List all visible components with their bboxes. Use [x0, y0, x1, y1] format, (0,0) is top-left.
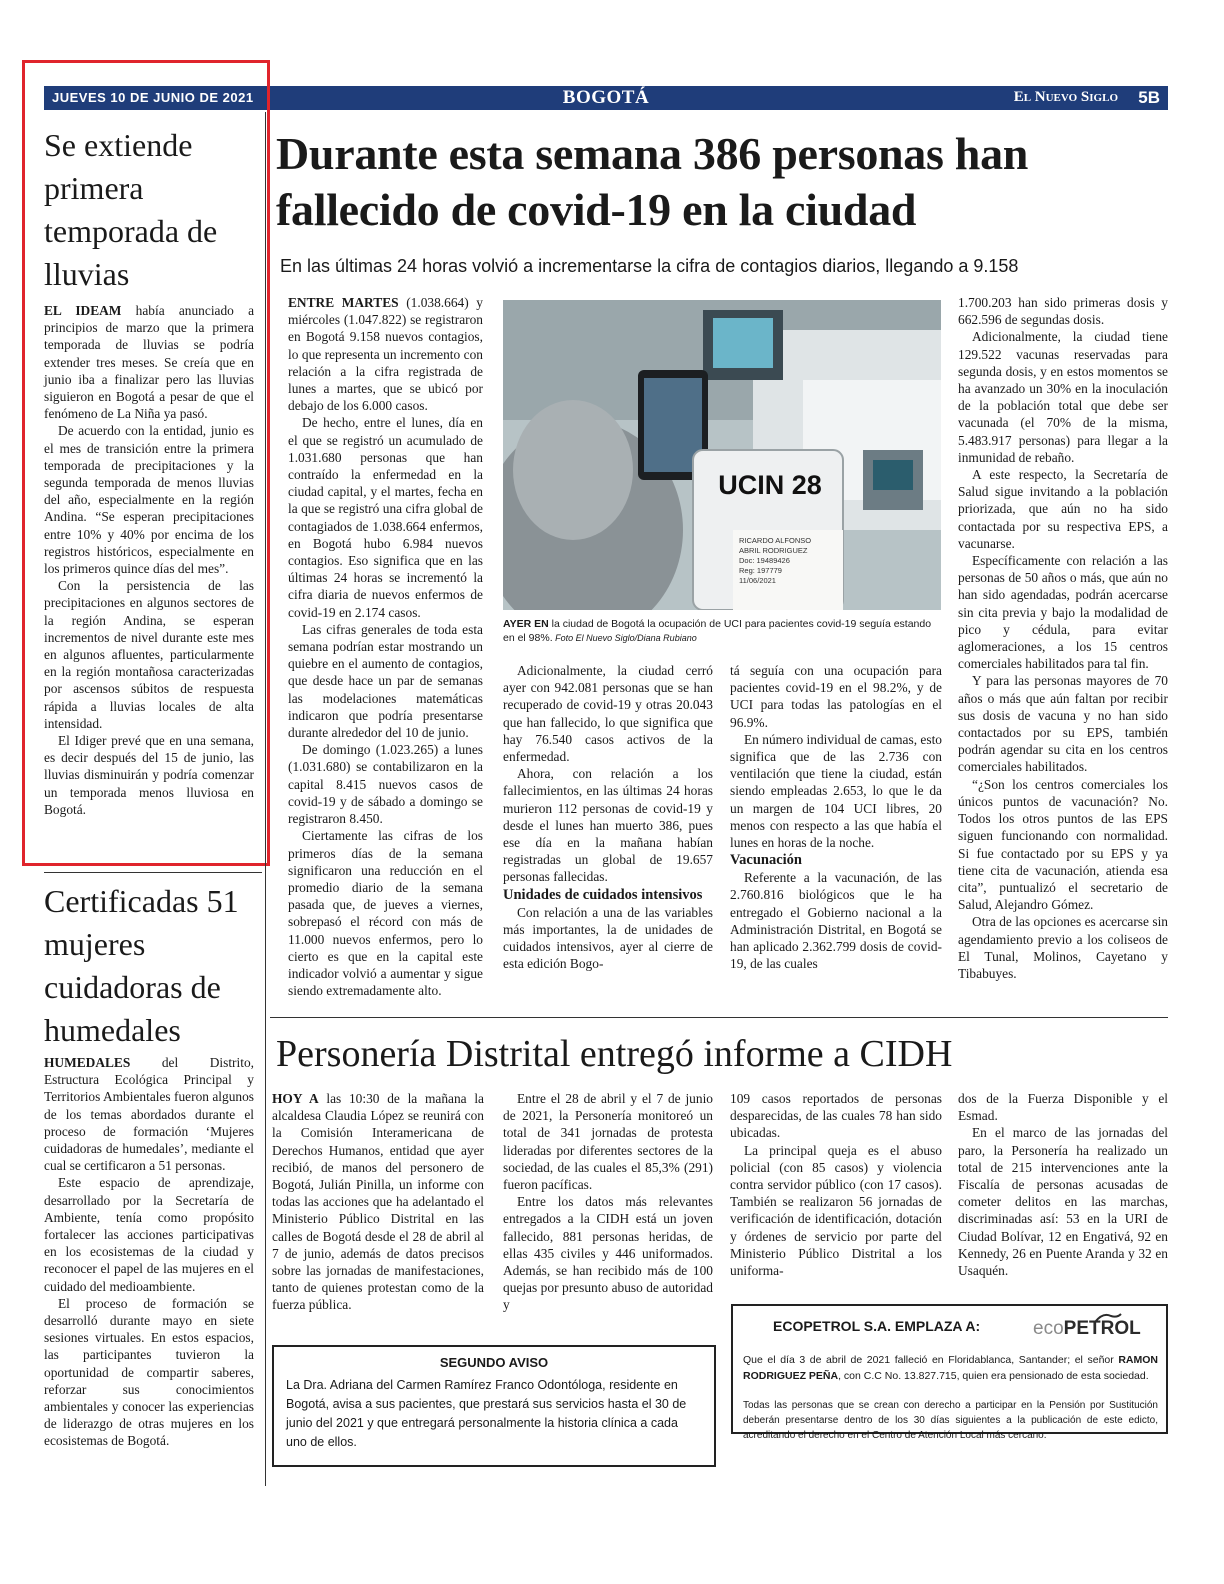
paragraph: La principal queja es el abuso policial (con 85 casos) y violencia contra servidor público (con 17 casos). También se realizaron 56 jornadas de verificación de identificación, dotación y órdenes de servicio por parte del Ministerio Público Distrital a los uniforma- — [730, 1142, 942, 1279]
main-article-column-4 — [958, 294, 1168, 982]
paragraph: Adicionalmente, la ciudad tiene 129.522 vacunas reservadas para segunda dosis, y en estos momentos se ha avanzado un 30% en la inoculación de la población total que debe ser vacunada (el 70% de la misma, 5.483.917 personas) para llegar a la inmunidad de rebaño. — [958, 329, 1168, 465]
logo-text-b: PETROL — [1063, 1318, 1141, 1339]
paragraph: Específicamente con relación a las personas de 50 años o más, que aún no han sido agendadas, podrán acercarse sin cita previa y bajo la modalidad de pico y cédula, para evitar aglomeraciones, a los 15 centros comerciales habilitados para tal fin. — [958, 553, 1168, 672]
second-article-column-3 — [730, 1090, 942, 1279]
main-article-column-3 — [730, 662, 942, 972]
paragraph: De domingo (1.023.265) a lunes (1.031.680) se contabilizaron en la capital 8.415 nuevos casos de covid-19 y de sábado a domingo se registraron 8.450. — [288, 742, 483, 827]
caption-text: la ciudad de Bogotá la ocupación de UCI para pacientes covid-19 seguía estando en el 98%. — [503, 618, 932, 644]
paragraph: las 10:30 de la mañana la alcaldesa Claudia López se reunirá con la Comisión Interamericana de Derechos Humanos, entidad que ayer recibió, de manos del personero de Bogotá, Julián Pinilla, un informe con todas las acciones que ha adelantado el Ministerio Público Distrital en las calles de Bogotá desde el 28 de abril al 7 de junio, además de datos precisos sobre las jornadas de manifestaciones, tanto de quienes protestan como de la fuerza pública. — [272, 1091, 484, 1313]
sidebar-article-rain — [44, 124, 262, 296]
paragraph: 109 casos reportados de personas desparecidas, de las cuales 78 han sido ubicadas. — [730, 1091, 942, 1141]
main-subheadline: En las últimas 24 horas volvió a incrementarse la cifra de contagios diarios, llegando a 9.158 — [280, 256, 1019, 276]
paragraph: Ahora, con relación a los fallecimientos, en las últimas 24 horas murieron 112 personas de covid-19 y desde el lunes han muerto 386, pues ese día en la mañana habían registradas un global de 19.657 personas fallecidas. — [503, 766, 713, 885]
icu-photo — [503, 300, 941, 610]
paragraph: del Distrito, Estructura Ecológica Principal y Territorios Ambientales fueron algunos de los temas abordados durante el proceso de formación ‘Mujeres cuidadoras de humedales’, mediante el cual se certificaron a 51 personas. — [44, 1055, 254, 1174]
sidebar-headline: Certificadas 51 mujeres cuidadoras de humedales — [44, 883, 239, 1048]
patient-card-line: RICARDO ALFONSO — [739, 536, 812, 545]
second-article-column-2 — [503, 1090, 713, 1314]
section-divider — [270, 1017, 1168, 1018]
lead-in: HOY A — [272, 1091, 319, 1106]
lead-in: HUMEDALES — [44, 1055, 131, 1070]
notice-paragraph-2: Todas las personas que se crean con derecho a participar en la Pensión por Sustitución deberán presentarse dentro de los 30 días siguientes a la publicación de este edicto, acreditando el derecho en el Centro de Atención Local más cercano. — [743, 1400, 1158, 1441]
ecopetrol-logo — [1033, 1318, 1141, 1340]
patient-card-line: 11/06/2021 — [739, 576, 776, 585]
paragraph: Las cifras generales de toda esta semana podrían estar mostrando un quiebre en el aumento de contagios, que desde hace un par de semanas las modelaciones matemáticas indicaron que podría presentarse durante alrededor del 10 de junio. — [288, 621, 483, 741]
notice-paragraph-1 — [743, 1352, 1158, 1384]
main-article-column-2 — [503, 662, 713, 972]
caption-lead: AYER EN — [503, 618, 549, 630]
lead-in: ENTRE MARTES — [288, 295, 399, 310]
paragraph: 1.700.203 han sido primeras dosis y 662.596 de segundas dosis. — [958, 295, 1168, 328]
section-title: BOGOTÁ — [562, 87, 650, 108]
iguana-logo-icon — [1093, 1308, 1123, 1326]
photo-credit: Foto El Nuevo Siglo/Diana Rubiano — [552, 633, 697, 643]
paragraph: El proceso de formación se desarrolló durante mayo en siete sesiones virtuales. En estos espacios, las participantes tuvieron la oportunidad de compartir saberes, reforzar sus conocimientos ambientales y conocer las experiencias de liderazgo de otras mujeres en los ecosistemas de Bogotá. — [44, 1295, 254, 1449]
patient-card-line: ABRIL RODRIGUEZ — [739, 546, 808, 555]
notice-text: Que el día 3 de abril de 2021 falleció en Floridablanca, Santander; el señor — [743, 1354, 1119, 1366]
lead-in: EL IDEAM — [44, 303, 122, 318]
column-divider — [265, 112, 266, 1486]
paragraph: Y para las personas mayores de 70 años o más que aún faltan por recibir sus dosis de vacuna y no han sido contactados por su EPS, también podrán agendar su cita en los centros comerciales habilitados. — [958, 673, 1168, 775]
paragraph: En el marco de las jornadas del paro, la Personería ha realizado un total de 215 intervenciones ante la Fiscalía de personas acusadas de cometer delitos en las marchas, discriminadas así: 53 en la URI de Ciudad Bolívar, 12 en Engativá, 92 en Kennedy, 26 en Puente Aranda y 32 en Usaquén. — [958, 1125, 1168, 1279]
patient-card-line: Doc: 19489426 — [739, 556, 790, 565]
paragraph: Con la persistencia de las precipitaciones en algunos sectores de la región Andina, se esperan incrementos de nivel durante este mes en algunos afluentes, particularmente en la región montañosa caracterizadas por ascensos súbitos de respuesta rápida a lluvias locales de alta intensidad. — [44, 578, 254, 731]
paragraph: Con relación a una de las variables más importantes, la de unidades de cuidados intensivos, ayer al cierre de esta edición Bogo- — [503, 904, 713, 972]
main-article-column-1 — [288, 294, 483, 999]
paragraph: Otra de las opciones es acercarse sin agendamiento previo a los coliseos de El Tunal, Molinos, Cayetano y Tibabuyes. — [958, 914, 1168, 981]
logo-text-a: eco — [1033, 1318, 1064, 1339]
paragraph: Entre los datos más relevantes entregados a la CIDH está un joven fallecido, 881 personas heridas, de ellas 435 civiles y 446 uniformados. Además, se han recibido más de 100 quejas por presunto abuso de autoridad y — [503, 1194, 713, 1313]
sidebar-body-wetlands — [44, 1054, 254, 1450]
notice-box-dentist — [272, 1345, 716, 1467]
paragraph: “¿Son los centros comerciales los únicos puntos de vacunación? No. Todos los otros puntos de las EPS siguen funcionando con normalidad. Si fue contactado por su EPS y ya tiene cita de vacunación, atienda esa cita”, puntualizó el secretario de Salud, Alejandro Gómez. — [958, 776, 1168, 913]
paragraph: dos de la Fuerza Disponible y el Esmad. — [958, 1091, 1168, 1124]
paragraph: había anunciado a principios de marzo que la primera temporada de lluvias se podría extender tres meses. Se creía que en junio iba a finalizar pero las lluvias siguieron en Bogotá a pesar de que el fenómeno de La Niña ya pasó. — [44, 303, 255, 422]
subheading: Vacunación — [730, 852, 802, 869]
paragraph: tá seguía con una ocupación para pacientes covid-19 en el 98.2%, y de UCI para todas las patologías en el 96.9%. — [730, 663, 942, 730]
paragraph: En número individual de camas, esto significa que de las 2.736 con ventilación que tiene la ciudad, están siendo empleadas 2.653, lo que le da un margen de 104 UCI libres, 20 menos con respecto a las que había el lunes en horas de la noche. — [730, 731, 942, 851]
sidebar-article-wetlands — [44, 880, 262, 1052]
sidebar-headline: Se extiende primera temporada de lluvias — [44, 127, 218, 292]
paragraph: (1.038.664) y miércoles (1.047.822) se registraron en Bogotá 9.158 nuevos contagios, lo que representa un incremento con relación a la cifra registrada de lunes a martes, que se ubicó por debajo de los 6.000 casos. — [288, 295, 483, 414]
paragraph: Ciertamente las cifras de los primeros días de la semana significaron una reducción en el promedio diario de la semana pasada que, de jueves a viernes, sobrepasó el récord con más de 11.000 nuevos enfermos, pero lo cierto es que en la capital este indicador volvió a aumentar y sigue siendo extremadamente alto. — [288, 828, 483, 999]
paragraph: El Idiger prevé que en una semana, es decir después del 15 de junio, las lluvias disminuirán y podría comenzar un temporada menos lluviosa en Bogotá. — [44, 733, 254, 817]
second-headline: Personería Distrital entregó informe a CIDH — [276, 1033, 953, 1075]
paragraph: De acuerdo con la entidad, junio es el mes de transición entre la primera temporada de precipitaciones y la segunda temporada de menos lluvias del año, especialmente en la región Andina. “Se esperan precipitaciones entre 10% y 40% por encima de los registros históricos, especialmente en los primeros quince días del mes”. — [44, 423, 254, 577]
patient-card-line: Reg: 197779 — [739, 566, 782, 575]
bed-label: UCIN 28 — [718, 470, 822, 500]
notice-name: RAMON RODRIGUEZ PEÑA — [743, 1354, 1158, 1382]
paragraph: A este respecto, la Secretaría de Salud sigue invitando a la población priorizada, que aún no ha sido contactada por su respectiva EPS, a vacunarse. — [958, 467, 1168, 551]
notice-text: La Dra. Adriana del Carmen Ramírez Franco Odontóloga, residente en Bogotá, avisa a sus pacientes, que prestará sus servicios hasta el 30 de junio del 2021 y que entregará personalmente la historia clínica a cada uno de ellos. — [286, 1378, 687, 1449]
notice-title: ECOPETROL S.A. EMPLAZA A: — [773, 1318, 981, 1334]
subheading: Unidades de cuidados intensivos — [503, 886, 703, 903]
sidebar-divider — [44, 872, 262, 873]
paragraph: De hecho, entre el lunes, día en el que se registró un acumulado de 1.031.680 personas que han contraído la enfermedad en la ciudad capital, y el martes, fecha en la que se registró una cifra global de contagiados de 1.038.664 enfermos, en Bogotá hubo 6.984 nuevos contagios. Eso significa que en las últimas 24 horas se incrementó la cifra diaria de nuevos enfermos de covid-19 en 2.174 casos. — [288, 415, 483, 620]
paragraph: Adicionalmente, la ciudad cerró ayer con 942.081 personas que se han recuperado de covid-19 y otras 20.043 que han fallecido, lo que significa que hay 76.540 casos activos de la enfermedad. — [503, 663, 713, 765]
icu-photo-illustration — [503, 300, 941, 610]
photo-caption — [503, 617, 941, 645]
paragraph: Referente a la vacunación, de las 2.760.816 biológicos que le ha entregado el Gobierno nacional a la Administración Distrital, en Bogotá se han aplicado 2.362.799 dosis de covid-19, de las cuales — [730, 870, 942, 972]
main-headline: Durante esta semana 386 personas han fallecido de covid-19 en la ciudad — [276, 128, 1029, 235]
issue-date: JUEVES 10 DE JUNIO DE 2021 — [52, 90, 254, 105]
notice-box-ecopetrol — [731, 1304, 1168, 1441]
notice-text: , con C.C No. 13.827.715, quien era pensionado de esta sociedad. — [838, 1370, 1149, 1382]
notice-title: SEGUNDO AVISO — [439, 1355, 549, 1370]
second-article-column-1 — [272, 1090, 484, 1314]
patient-card — [739, 536, 839, 586]
paragraph: Este espacio de aprendizaje, desarrollado por la Secretaría de Ambiente, tenía como propósito fortalecer las acciones participativas en los ecosistemas de la ciudad y reconocer el papel de las mujeres en el cuidado del medioambiente. — [44, 1175, 254, 1294]
page-number: 5B — [1138, 88, 1160, 107]
second-article-column-4 — [958, 1090, 1168, 1279]
sidebar-body-rain — [44, 302, 254, 818]
newspaper-name: El Nuevo Siglo — [1013, 89, 1118, 105]
paragraph: Entre el 28 de abril y el 7 de junio de 2021, la Personería monitoreó un total de 341 jornadas de protesta lideradas por diferentes sectores de la sociedad, de las cuales el 85,3% (291) fueron pacíficas. — [503, 1091, 713, 1193]
